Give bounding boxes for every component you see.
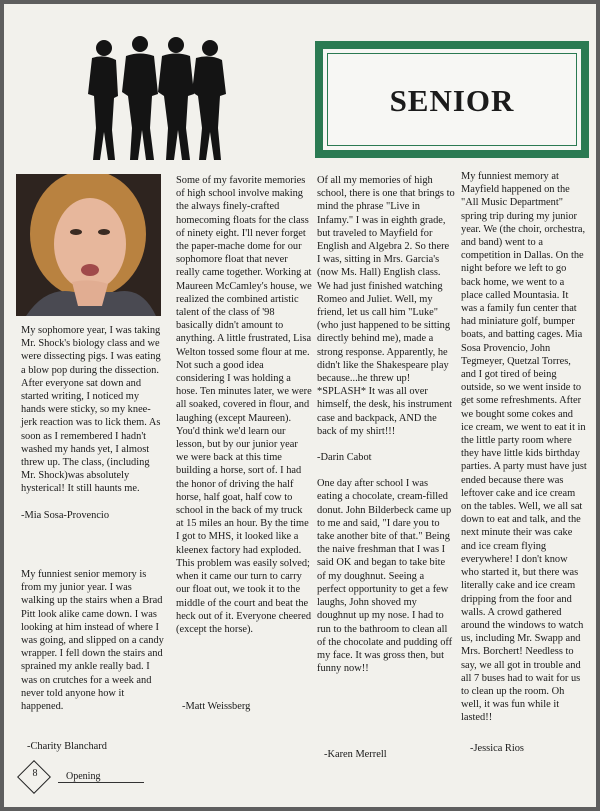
page-title: SENIOR — [389, 83, 515, 118]
story-text: My sophomore year, I was taking Mr. Shock's biology class and we were dissecting pigs. I was eating a blow pop during the dissection. After everyone sat down and started writing, I noticed my hands were sticky, so my knee-jerk reaction was to lick them. As soon as I remembered I hadn't washed my hands yet, I almost threw up. The class, (including Mr. Shock)was absolutely hysterical! It still haunts me. — [21, 325, 161, 495]
story-text: One day after school I was eating a chocolate, cream-filled donut. John Bilderbeck came up to me and said, "I dare you to take another bite of that." Being the naive freshman that I was I said OK and began to take bite of my doughnut. Seeing a perfect opportunity to get a few laughs, John shoved my doughnut up my nose. I had to run to the bathroom to clean all of the chocolate and pudding off my face. It was gross then, but funny now!! — [317, 478, 453, 675]
story-signature: -Charity Blanchard — [27, 741, 107, 752]
story-matt — [176, 174, 312, 636]
story-text: Some of my favorite memories of high school involve making the always finely-crafted homecoming floats for the class of ninety eight. I'll never forget the paper-mache dome for our sophomore float that never really came together. Working at Maureen McCamley's house, we realized the combined artistic talent of the class of '98 basically didn't amount to anything. A little frustrated, Lisa Welton tossed some flour at me. Not such a good idea considering I was holding a hose. Ten minutes later, we were all soaked, covered in flour, and laughing (except Maureen). You'd think we'd learn our lesson, but by our junior year we were back at this time building a horse, sort of. I had the honor of driving the half horse, half goat, half cow to school in the back of my truck at 15 miles an hour. By the time I got to MHS, it looked like a kleenex factory had exploded. This problem was easily solved; when it came our turn to carry our float out, we took it to the middle of the court and beat the heck out of it. Everyone cheered (except the horse). — [176, 175, 312, 635]
story-signature-karen — [324, 748, 460, 761]
silhouettes-graphic — [82, 34, 232, 162]
story-signature: -Jessica Rios — [470, 743, 524, 754]
story-text: My funniest senior memory is from my junior year. I was walking up the stairs when a Brad Pitt look alike came down. I was looking at him instead of where I was going, and slipped on a candy wrapper. I fell down the stairs and sprained my ankle really bad. I was on crutches for a week and never told anyone how it happened. — [21, 569, 164, 713]
story-signature: -Mia Sosa-Provencio — [21, 509, 110, 521]
story-signature-charity — [27, 740, 167, 753]
student-photo — [16, 174, 161, 316]
story-signature: -Darin Cabot — [317, 452, 372, 464]
section-label: Opening — [66, 771, 101, 782]
story-signature: -Karen Merrell — [324, 749, 387, 760]
yearbook-page — [4, 4, 596, 807]
story-text: Of all my memories of high school, there is one that brings to mind the phrase "Live in Infamy." I was in eighth grade, but traveled to Mayfield for English and Algebra 2. So there I was, sitting in Mrs. Garcia's (now Ms. Hall) English class. We had just finished watching Romeo and Juliet. Well, my friend, let us call him "Luke" (who just happened to be sitting directly behind me), made a strong response. Apparently, he didn't like the Shakespeare play because...he threw up! *SPLASH* It was all over himself, the desk, his instrument case and backpack, AND the back of my shirt!!! — [317, 175, 455, 437]
story-mia — [21, 324, 165, 522]
story-signature-matt — [182, 700, 318, 713]
story-text: My funniest memory at Mayfield happened on the "All Music Department" spring trip during my junior year. We (the choir, orchestra, and band) went to a competition in Dallas. On the night before we left to go back home, we went to a place called Mountasia. It was a family fun center that had miniature golf, bumper boats, and batting cages. Mia Sosa Provencio, John Tegmeyer, Quetzal Torres, and I got tired of being outside, so we went inside to get some refreshments. After we bought some cokes and ice cream, we went to eat it in the little party room where they have little kids birthday parties. A party must have just ended because there was leftover cake and ice cream on the tables. Well, we all sat down to eat and talk, and the next minute their was cake and ice cream flying everywhere! I don't know who started it, but there was literally cake and ice cream dripping from the foor and walls. A crowd gathered around the windows to watch us, including Mr. Swapp and Mrs. Borchert! Needless to say, we all got in trouble and all 7 buses had to wait for us to clean up the room. Oh well, it was fun while it lasted!! — [461, 171, 587, 724]
story-jessica — [461, 170, 587, 725]
footer-rule — [58, 782, 144, 783]
page-number: 8 — [32, 768, 38, 779]
senior-title-box — [315, 41, 589, 158]
story-signature: -Matt Weissberg — [182, 701, 251, 712]
story-darin-karen — [317, 174, 455, 675]
story-signature-jessica — [470, 742, 590, 755]
story-charity — [21, 568, 165, 713]
